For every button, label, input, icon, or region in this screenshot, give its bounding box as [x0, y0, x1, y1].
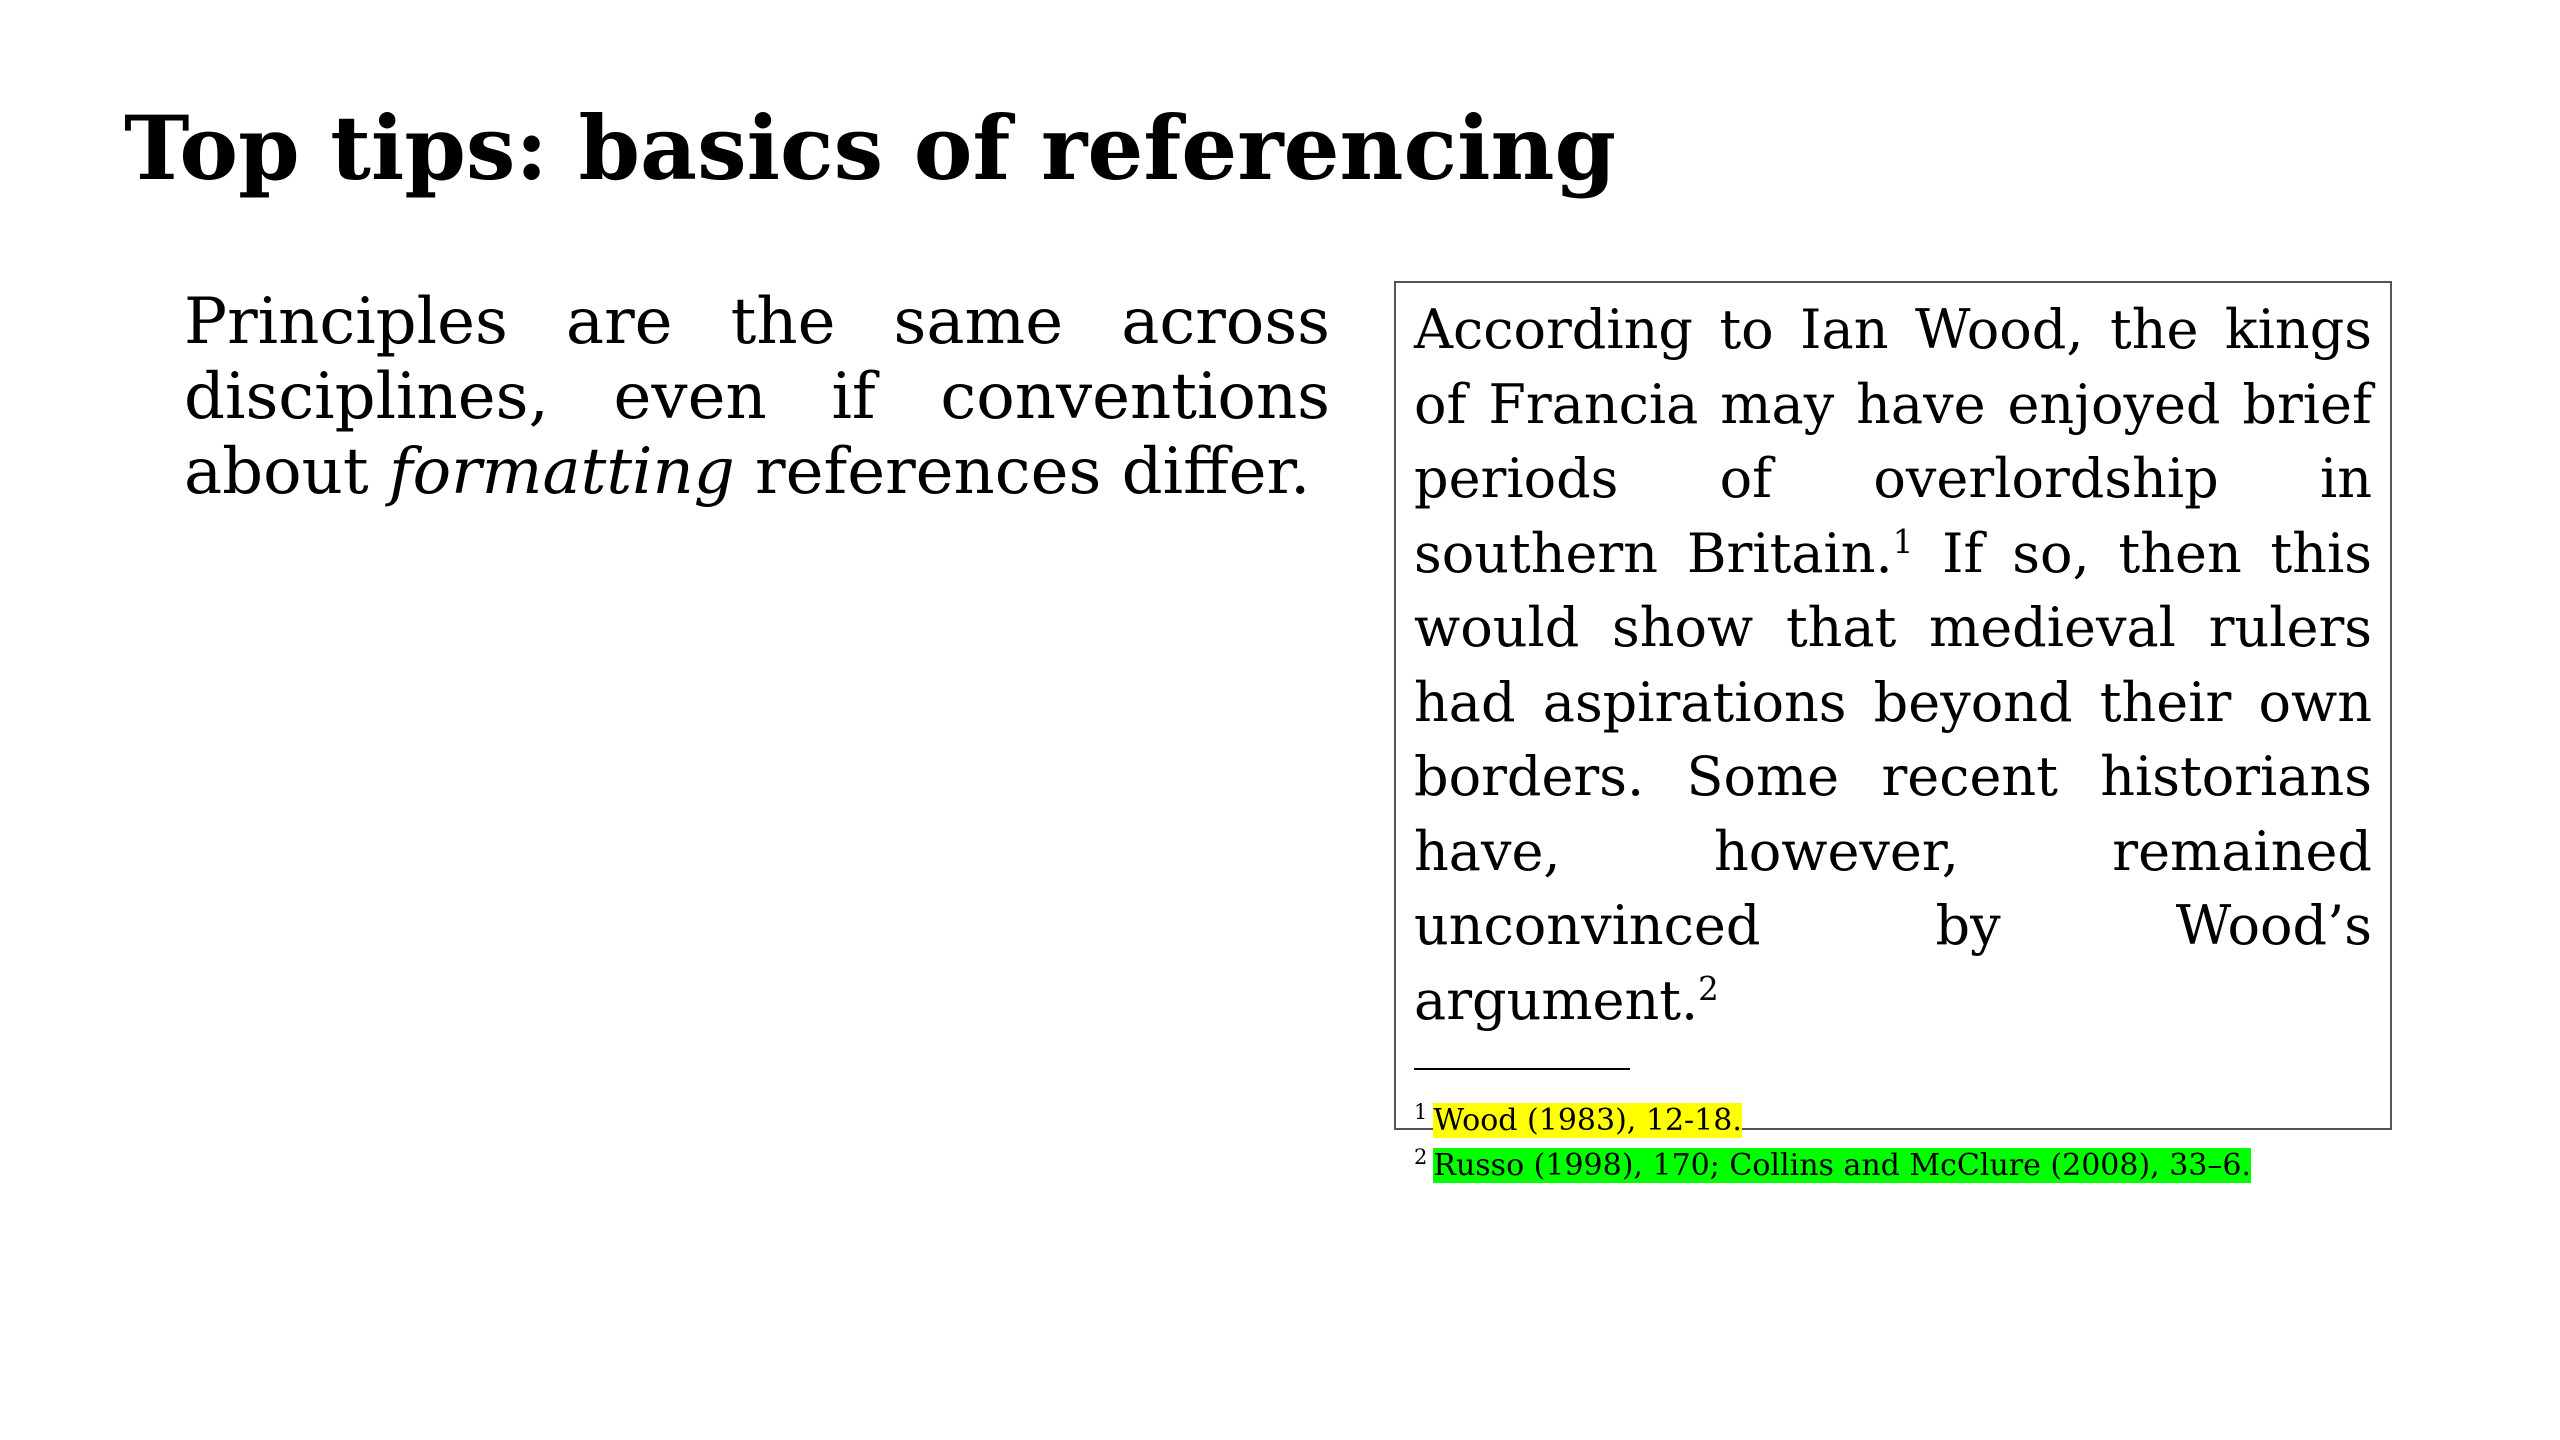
- footnote-number-1: 1: [1414, 1100, 1428, 1124]
- example-sentence-1: According to Ian Wood, the kings of Francia may have enjoyed brief periods of overlordship in southern Britain.: [1414, 298, 2372, 585]
- formatting-emphasis: formatting: [388, 435, 735, 509]
- principles-text-end: references differ.: [734, 435, 1311, 509]
- footnote-ref-2: 2: [1698, 969, 1719, 1008]
- example-sentence-2: If so, then this would show that medieval rulers had aspirations beyond their own borders. Some recent historians have, however, remained unconvinced by Wood’s argument.: [1414, 521, 2372, 1032]
- principles-text-start: Principles are the same across disciplines, even if conventions about: [184, 285, 1330, 509]
- principles-text: [184, 285, 1330, 510]
- footnote-number-2: 2: [1414, 1145, 1428, 1169]
- footnote-ref-1: 1: [1892, 522, 1914, 561]
- footnote-text-1: Wood (1983), 12-18.: [1433, 1103, 1742, 1138]
- example-text-box: [1394, 281, 2392, 1183]
- slide-title: Top tips: basics of referencing: [124, 96, 1617, 200]
- footnote-1: [1414, 1098, 2372, 1143]
- footnote-text-2: Russo (1998), 170; Collins and McClure (2008), 33–6.: [1433, 1148, 2252, 1183]
- footnote-divider: [1414, 1068, 1630, 1070]
- example-paragraph: [1414, 293, 2372, 1038]
- footnote-2: [1414, 1143, 2372, 1188]
